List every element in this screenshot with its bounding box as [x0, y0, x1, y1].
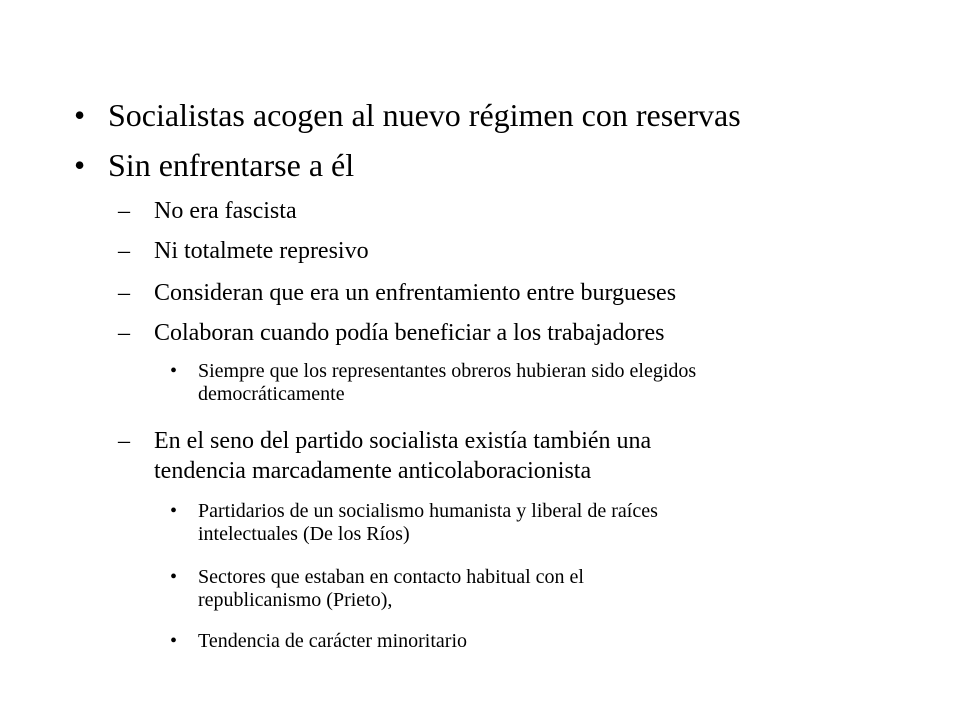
- bullet-text-line1: Sectores que estaban en contacto habitual con el: [198, 566, 584, 588]
- bullet-text-line2: intelectuales (De los Ríos): [198, 523, 410, 545]
- bullet-text: No era fascista: [154, 198, 297, 224]
- bullet-text-line1: En el seno del partido socialista existía también una: [154, 428, 652, 454]
- bullet-text-line1: Partidarios de un socialismo humanista y liberal de raíces: [198, 500, 658, 522]
- dash-marker: –: [118, 198, 130, 224]
- dash-marker: –: [118, 320, 130, 346]
- bullet-text: Socialistas acogen al nuevo régimen con reservas: [108, 97, 741, 133]
- bullet-text-line2: republicanismo (Prieto),: [198, 589, 393, 611]
- bullet-marker: •: [74, 147, 86, 183]
- dash-marker: –: [118, 238, 130, 264]
- bullet-text: Consideran que era un enfrentamiento entre burgueses: [154, 280, 677, 306]
- dash-marker: –: [118, 280, 130, 306]
- dash-marker: –: [118, 428, 130, 454]
- bullet-marker: •: [170, 630, 178, 652]
- bullet-text: Colaboran cuando podía beneficiar a los trabajadores: [154, 320, 665, 346]
- bullet-marker: •: [170, 360, 178, 382]
- bullet-text: Ni totalmete represivo: [154, 238, 369, 264]
- bullet-marker: •: [74, 97, 86, 133]
- bullet-text-line1: Siempre que los representantes obreros hubieran sido elegidos: [198, 360, 697, 382]
- bullet-text: Sin enfrentarse a él: [108, 147, 355, 183]
- bullet-marker: •: [170, 566, 178, 588]
- bullet-text-line2: democráticamente: [198, 383, 345, 405]
- bullet-marker: •: [170, 500, 178, 522]
- bullet-text: Tendencia de carácter minoritario: [198, 630, 468, 652]
- bullet-text-line2: tendencia marcadamente anticolaboracionista: [154, 458, 592, 484]
